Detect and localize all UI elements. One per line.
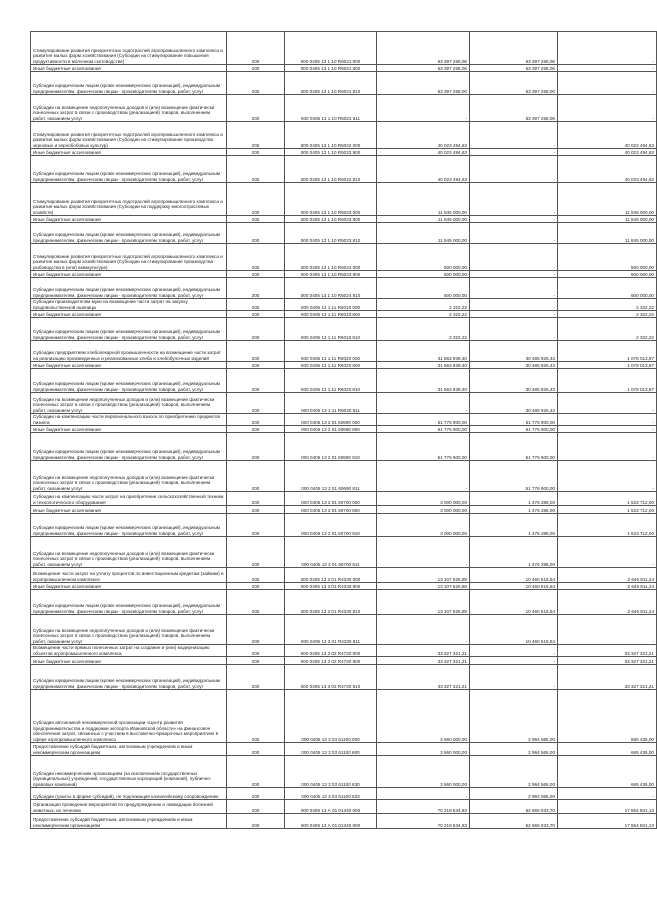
- row-remaining-cell: -: [558, 788, 657, 800]
- row-kbk-cell: 000 0405 13 3 01 R4330 800: [285, 583, 377, 590]
- row-name-cell: Субсидии на компенсацию части первоначального взноса по приобретению предметов лизинга: [31, 414, 227, 426]
- row-kbk-cell: 000 0405 13 3 01 R4330 811: [285, 615, 377, 645]
- table-row: [31, 657, 657, 665]
- table-row: [31, 223, 657, 244]
- row-approved-cell: 31 563 939,40: [377, 369, 470, 393]
- row-name-cell: Организация проведения мероприятий по предупреждению и ликвидации болезней животных, их лечению: [31, 800, 227, 814]
- row-remaining-cell: 33 327 321,21: [558, 645, 657, 657]
- table-row: [31, 299, 657, 311]
- row-executed-cell: -: [470, 657, 558, 665]
- row-executed-cell: 63 397 258,06: [470, 32, 558, 65]
- row-remaining-cell: 2 322,22: [558, 311, 657, 318]
- row-remaining-cell: 1 523 712,00: [558, 506, 657, 514]
- table-row: [31, 122, 657, 149]
- row-name-cell: Субсидии на возмещение недополученных доходов и (или) возмещение фактически понесенных затрат в связи с производством (реализацией) товаров, выполнением работ, оказанием услуг: [31, 537, 227, 568]
- row-kbk-cell: 000 0405 13 1 11 R6010 000: [285, 299, 377, 311]
- row-executed-cell: 30 485 925,43: [470, 369, 558, 393]
- row-kbk-cell: 000 0405 13 1 11 R6020 811: [285, 393, 377, 414]
- row-name-cell: Субсидии юридическим лицам (кроме некоммерческих организаций), индивидуальным предпринимателям, физическим лицам - производителям товаров, работ, услуг: [31, 72, 227, 95]
- row-remaining-cell: 500 000,00: [558, 271, 657, 278]
- row-kbk-cell: 000 0405 13 3 02 R4720 800: [285, 657, 377, 665]
- row-name-cell: Субсидии юридическим лицам (кроме некоммерческих организаций), индивидуальным предпринимателям, физическим лицам - производителям товаров, работ, услуг: [31, 278, 227, 299]
- row-approved-cell: 70 219 534,83: [377, 814, 470, 829]
- row-remaining-cell: 1 523 712,00: [558, 492, 657, 506]
- row-approved-cell: 63 397 258,06: [377, 65, 470, 72]
- table-row: [31, 615, 657, 645]
- row-approved-cell: 500 000,00: [377, 278, 470, 299]
- row-approved-cell: -: [377, 537, 470, 568]
- table-row: [31, 362, 657, 369]
- row-kbk-cell: 000 0405 13 1 11 R6010 800: [285, 311, 377, 318]
- row-name-cell: Стимулирование развития приоритетных подотраслей агропромышленного комплекса и развития малых форм хозяйствования (Субсидии на поддержку многоотраслевых хозяйств): [31, 183, 227, 216]
- row-code-cell: 200: [227, 461, 285, 492]
- row-approved-cell: 40 023 494,63: [377, 122, 470, 149]
- row-name-cell: Субсидии некоммерческим организациям (за исключением государственных (муниципальных) учреждений, государственных корпораций (компаний), публично-правовых компаний): [31, 756, 227, 788]
- row-code-cell: 200: [227, 788, 285, 800]
- row-kbk-cell: 000 0405 13 1 11 R6020 000: [285, 341, 377, 362]
- row-remaining-cell: -: [558, 32, 657, 65]
- row-code-cell: 200: [227, 665, 285, 690]
- row-executed-cell: 1 476 288,00: [470, 514, 558, 537]
- row-remaining-cell: -: [558, 414, 657, 426]
- row-kbk-cell: 000 0405 13 1 10 R5021 000: [285, 32, 377, 65]
- row-approved-cell: 3 000 000,00: [377, 514, 470, 537]
- row-approved-cell: -: [377, 95, 470, 122]
- row-approved-cell: 11 845 000,00: [377, 216, 470, 223]
- row-name-cell: Субсидии юридическим лицам (кроме некоммерческих организаций), индивидуальным предпринимателям, физическим лицам - производителям товаров, работ, услуг: [31, 223, 227, 244]
- row-name-cell: Возмещение части прямых понесенных затрат на создание и (или) модернизацию объектов агропромышленного комплекса: [31, 645, 227, 657]
- table-row: [31, 271, 657, 278]
- row-executed-cell: -: [470, 149, 558, 156]
- row-name-cell: Возмещение части затрат на уплату процентов по инвестиционным кредитам (займам) в агропромышленном комплексе: [31, 568, 227, 583]
- row-kbk-cell: 000 0405 13 1 11 R6010 810: [285, 318, 377, 341]
- row-code-cell: 200: [227, 583, 285, 590]
- row-name-cell: Иные бюджетные ассигнования: [31, 216, 227, 223]
- row-kbk-cell: 000 0405 13 1 10 R5023 000: [285, 183, 377, 216]
- row-name-cell: Субсидии на возмещение недополученных доходов и (или) возмещение фактически понесенных затрат в связи с производством (реализацией) товаров, выполнением работ, оказанием услуг: [31, 615, 227, 645]
- table-row: [31, 183, 657, 216]
- row-name-cell: Стимулирование развития приоритетных подотраслей агропромышленного комплекса и развития малых форм хозяйствования (Субсидии на стимулирование повышения продуктивности в молочном скотоводстве): [31, 32, 227, 65]
- row-code-cell: 200: [227, 122, 285, 149]
- row-remaining-cell: 40 023 494,63: [558, 149, 657, 156]
- row-kbk-cell: 000 0405 13 3 02 R4720 810: [285, 665, 377, 690]
- row-code-cell: 200: [227, 615, 285, 645]
- row-name-cell: Субсидии производителям муки на возмещение части затрат на закупку продовольственной пшеницы: [31, 299, 227, 311]
- table-row: [31, 149, 657, 156]
- row-name-cell: Иные бюджетные ассигнования: [31, 311, 227, 318]
- row-code-cell: 200: [227, 645, 285, 657]
- row-name-cell: Иные бюджетные ассигнования: [31, 271, 227, 278]
- row-kbk-cell: 000 0405 13 3 01 R4330 000: [285, 568, 377, 583]
- row-approved-cell: 3 000 000,00: [377, 506, 470, 514]
- row-kbk-cell: 000 0405 13 2 01 60700 811: [285, 537, 377, 568]
- row-code-cell: 200: [227, 216, 285, 223]
- row-executed-cell: -: [470, 318, 558, 341]
- row-name-cell: Предоставление субсидий бюджетным, автономным учреждениям и иным некоммерческим организациям: [31, 814, 227, 829]
- row-executed-cell: 1 476 288,00: [470, 537, 558, 568]
- table-row: [31, 156, 657, 183]
- row-approved-cell: 40 023 494,63: [377, 156, 470, 183]
- row-code-cell: 200: [227, 426, 285, 433]
- table-row: [31, 590, 657, 615]
- row-remaining-cell: -: [558, 426, 657, 433]
- table-row: [31, 414, 657, 426]
- row-approved-cell: 13 107 526,88: [377, 583, 470, 590]
- table-row: [31, 800, 657, 814]
- row-executed-cell: 10 460 615,64: [470, 590, 558, 615]
- table-row: [31, 514, 657, 537]
- row-name-cell: Иные бюджетные ассигнования: [31, 506, 227, 514]
- row-code-cell: 200: [227, 156, 285, 183]
- row-code-cell: 200: [227, 506, 285, 514]
- row-executed-cell: 51 776 900,00: [470, 426, 558, 433]
- row-approved-cell: 63 397 258,06: [377, 32, 470, 65]
- row-name-cell: Субсидии юридическим лицам (кроме некоммерческих организаций), индивидуальным предпринимателям, физическим лицам - производителям товаров, работ, услуг: [31, 156, 227, 183]
- row-executed-cell: -: [470, 216, 558, 223]
- row-name-cell: Субсидии предприятиям хлебопекарной промышленности на возмещение части затрат на реализацию произведенных и реализованных хлеба и хлебобулочных изделий: [31, 341, 227, 362]
- row-code-cell: 200: [227, 433, 285, 461]
- row-executed-cell: 51 776 900,00: [470, 414, 558, 426]
- row-kbk-cell: 000 0405 13 2 01 60700 810: [285, 514, 377, 537]
- row-executed-cell: 63 397 258,06: [470, 65, 558, 72]
- row-code-cell: 200: [227, 299, 285, 311]
- row-remaining-cell: 1 078 013,97: [558, 341, 657, 362]
- row-name-cell: Иные бюджетные ассигнования: [31, 362, 227, 369]
- row-approved-cell: 13 107 526,88: [377, 568, 470, 583]
- row-code-cell: 200: [227, 414, 285, 426]
- row-approved-cell: 3 660 000,00: [377, 743, 470, 756]
- row-kbk-cell: 000 0405 13 1 10 R5022 810: [285, 156, 377, 183]
- row-kbk-cell: 000 0405 13 2 01 60700 800: [285, 506, 377, 514]
- row-executed-cell: 30 485 925,43: [470, 393, 558, 414]
- row-approved-cell: -: [377, 393, 470, 414]
- row-executed-cell: -: [470, 156, 558, 183]
- row-kbk-cell: 000 0405 13 1 10 R5024 000: [285, 244, 377, 271]
- row-executed-cell: -: [470, 244, 558, 271]
- row-executed-cell: -: [470, 122, 558, 149]
- row-approved-cell: 51 776 900,00: [377, 414, 470, 426]
- row-executed-cell: 30 485 925,43: [470, 341, 558, 362]
- row-kbk-cell: 000 0405 13 1 10 R5024 810: [285, 278, 377, 299]
- table-row: [31, 32, 657, 65]
- row-code-cell: 200: [227, 814, 285, 829]
- row-code-cell: 200: [227, 362, 285, 369]
- table-row: [31, 278, 657, 299]
- row-remaining-cell: -: [558, 461, 657, 492]
- table-row: [31, 426, 657, 433]
- report-sheet: [30, 31, 654, 829]
- row-code-cell: 200: [227, 278, 285, 299]
- row-name-cell: Иные бюджетные ассигнования: [31, 149, 227, 156]
- row-remaining-cell: 33 327 321,21: [558, 665, 657, 690]
- row-kbk-cell: 000 0405 13 2 01 60690 811: [285, 461, 377, 492]
- row-kbk-cell: 000 0405 13 3 03 61100 000: [285, 690, 377, 743]
- row-approved-cell: 3 000 000,00: [377, 492, 470, 506]
- row-executed-cell: 51 776 900,00: [470, 433, 558, 461]
- row-remaining-cell: 11 845 000,00: [558, 183, 657, 216]
- row-name-cell: Субсидии юридическим лицам (кроме некоммерческих организаций), индивидуальным предпринимателям, физическим лицам - производителям товаров, работ, услуг: [31, 590, 227, 615]
- table-row: [31, 369, 657, 393]
- row-code-cell: 200: [227, 800, 285, 814]
- table-row: [31, 216, 657, 223]
- table-row: [31, 568, 657, 583]
- row-code-cell: 200: [227, 514, 285, 537]
- row-remaining-cell: -: [558, 95, 657, 122]
- row-name-cell: Субсидии на компенсацию части затрат на приобретение сельскохозяйственной техники и технологического оборудования: [31, 492, 227, 506]
- row-code-cell: 200: [227, 149, 285, 156]
- row-remaining-cell: 17 554 501,13: [558, 814, 657, 829]
- row-code-cell: 200: [227, 311, 285, 318]
- row-code-cell: 200: [227, 72, 285, 95]
- row-name-cell: Субсидии юридическим лицам (кроме некоммерческих организаций), индивидуальным предпринимателям, физическим лицам - производителям товаров, работ, услуг: [31, 514, 227, 537]
- table-row: [31, 690, 657, 743]
- row-approved-cell: 31 563 939,40: [377, 362, 470, 369]
- row-approved-cell: 2 322,22: [377, 311, 470, 318]
- row-executed-cell: -: [470, 183, 558, 216]
- row-kbk-cell: 000 0405 13 1 10 R5022 800: [285, 149, 377, 156]
- row-executed-cell: 10 460 615,64: [470, 568, 558, 583]
- row-approved-cell: 70 219 534,83: [377, 800, 470, 814]
- row-kbk-cell: 000 0405 13 А 01 01340 000: [285, 800, 377, 814]
- row-name-cell: Стимулирование развития приоритетных подотраслей агропромышленного комплекса и развития малых форм хозяйствования (Субсидии на стимулирование производства рыбоводства в (или) аквакультуре): [31, 244, 227, 271]
- row-remaining-cell: -: [558, 65, 657, 72]
- row-remaining-cell: -: [558, 72, 657, 95]
- row-remaining-cell: 40 023 494,63: [558, 156, 657, 183]
- row-kbk-cell: 000 0405 13 1 11 R6020 800: [285, 362, 377, 369]
- row-remaining-cell: 665 435,00: [558, 743, 657, 756]
- row-code-cell: 200: [227, 65, 285, 72]
- table-row: [31, 341, 657, 362]
- row-code-cell: 200: [227, 568, 285, 583]
- row-executed-cell: -: [470, 645, 558, 657]
- row-code-cell: 200: [227, 318, 285, 341]
- row-remaining-cell: 500 000,00: [558, 278, 657, 299]
- row-approved-cell: 33 327 321,21: [377, 657, 470, 665]
- row-remaining-cell: 1 078 013,97: [558, 369, 657, 393]
- row-remaining-cell: 1 523 712,00: [558, 514, 657, 537]
- row-approved-cell: 2 322,22: [377, 299, 470, 311]
- row-approved-cell: 2 322,22: [377, 318, 470, 341]
- row-executed-cell: -: [470, 665, 558, 690]
- table-row: [31, 72, 657, 95]
- row-name-cell: Иные бюджетные ассигнования: [31, 426, 227, 433]
- row-approved-cell: 3 660 000,00: [377, 756, 470, 788]
- row-name-cell: Иные бюджетные ассигнования: [31, 65, 227, 72]
- table-row: [31, 318, 657, 341]
- table-row: [31, 645, 657, 657]
- row-executed-cell: 52 665 033,70: [470, 800, 558, 814]
- row-name-cell: Субсидии юридическим лицам (кроме некоммерческих организаций), индивидуальным предпринимателям, физическим лицам - производителям товаров, работ, услуг: [31, 318, 227, 341]
- table-row: [31, 492, 657, 506]
- row-kbk-cell: 000 0405 13 2 01 60700 000: [285, 492, 377, 506]
- row-code-cell: 200: [227, 223, 285, 244]
- row-approved-cell: 33 327 321,21: [377, 665, 470, 690]
- row-code-cell: 200: [227, 183, 285, 216]
- row-approved-cell: 31 563 939,40: [377, 341, 470, 362]
- row-kbk-cell: 000 0405 13 3 03 61100 630: [285, 756, 377, 788]
- row-executed-cell: 63 397 258,06: [470, 95, 558, 122]
- row-remaining-cell: 2 322,22: [558, 318, 657, 341]
- row-remaining-cell: 2 646 911,24: [558, 568, 657, 583]
- row-approved-cell: -: [377, 788, 470, 800]
- row-executed-cell: 30 485 925,43: [470, 362, 558, 369]
- row-executed-cell: -: [470, 311, 558, 318]
- table-row: [31, 743, 657, 756]
- row-code-cell: 200: [227, 95, 285, 122]
- row-kbk-cell: 000 0405 13 3 03 61100 600: [285, 743, 377, 756]
- row-approved-cell: 11 845 000,00: [377, 223, 470, 244]
- row-name-cell: Субсидия автономной некоммерческой организации «Центр развития предпринимательства и поддержки экспорта Ивановской области» на финансовое обеспечение затрат, связанных с участием в выставочно-ярмарочных мероприятиях в сфере агропромышленного комплекса: [31, 690, 227, 743]
- row-kbk-cell: 000 0405 13 1 10 R5023 810: [285, 223, 377, 244]
- expenditure-table: [30, 31, 657, 829]
- row-name-cell: Субсидии юридическим лицам (кроме некоммерческих организаций), индивидуальным предпринимателям, физическим лицам - производителям товаров, работ, услуг: [31, 665, 227, 690]
- table-row: [31, 756, 657, 788]
- row-code-cell: 200: [227, 244, 285, 271]
- row-approved-cell: 51 776 900,00: [377, 426, 470, 433]
- row-remaining-cell: 665 435,00: [558, 756, 657, 788]
- row-code-cell: 200: [227, 492, 285, 506]
- row-executed-cell: 10 460 615,64: [470, 583, 558, 590]
- row-kbk-cell: 000 0405 13 1 11 R6020 810: [285, 369, 377, 393]
- row-code-cell: 200: [227, 590, 285, 615]
- row-approved-cell: 51 776 900,00: [377, 433, 470, 461]
- row-approved-cell: 3 660 000,00: [377, 690, 470, 743]
- row-remaining-cell: 17 554 501,13: [558, 800, 657, 814]
- row-kbk-cell: 000 0405 13 3 02 R4720 000: [285, 645, 377, 657]
- row-kbk-cell: 000 0405 13 3 01 R4330 810: [285, 590, 377, 615]
- row-remaining-cell: 500 000,00: [558, 244, 657, 271]
- row-kbk-cell: 000 0405 13 1 10 R5022 000: [285, 122, 377, 149]
- row-executed-cell: -: [470, 299, 558, 311]
- row-name-cell: Субсидии на возмещение недополученных доходов и (или) возмещение фактически понесенных затрат в связи с производством (реализацией) товаров, выполнением работ, оказанием услуг: [31, 461, 227, 492]
- row-remaining-cell: 2 646 911,24: [558, 583, 657, 590]
- table-row: [31, 65, 657, 72]
- row-approved-cell: 13 107 526,88: [377, 590, 470, 615]
- row-remaining-cell: 33 327 321,21: [558, 657, 657, 665]
- row-executed-cell: 63 397 258,06: [470, 72, 558, 95]
- row-approved-cell: 500 000,00: [377, 244, 470, 271]
- row-executed-cell: 1 476 288,00: [470, 492, 558, 506]
- row-code-cell: 200: [227, 341, 285, 362]
- row-executed-cell: 51 776 900,00: [470, 461, 558, 492]
- table-row: [31, 461, 657, 492]
- row-name-cell: Субсидии на возмещение недополученных доходов и (или) возмещение фактически понесенных затрат в связи с производством (реализацией) товаров, выполнением работ, оказанием услуг: [31, 95, 227, 122]
- row-code-cell: 200: [227, 743, 285, 756]
- row-executed-cell: 2 994 565,00: [470, 756, 558, 788]
- row-remaining-cell: 665 435,00: [558, 690, 657, 743]
- row-remaining-cell: 2 322,22: [558, 299, 657, 311]
- row-remaining-cell: 40 023 494,63: [558, 122, 657, 149]
- row-kbk-cell: 000 0405 13 2 01 60690 000: [285, 414, 377, 426]
- table-row: [31, 311, 657, 318]
- row-remaining-cell: -: [558, 537, 657, 568]
- row-name-cell: Предоставление субсидий бюджетным, автономным учреждениям и иным некоммерческим организациям: [31, 743, 227, 756]
- row-code-cell: 200: [227, 756, 285, 788]
- row-executed-cell: -: [470, 223, 558, 244]
- row-approved-cell: -: [377, 615, 470, 645]
- row-kbk-cell: 000 0405 13 1 10 R5024 800: [285, 271, 377, 278]
- row-approved-cell: 33 327 321,21: [377, 645, 470, 657]
- row-executed-cell: 2 994 565,00: [470, 690, 558, 743]
- table-row: [31, 537, 657, 568]
- table-row: [31, 433, 657, 461]
- row-code-cell: 200: [227, 271, 285, 278]
- row-name-cell: Субсидии юридическим лицам (кроме некоммерческих организаций), индивидуальным предпринимателям, физическим лицам - производителям товаров, работ, услуг: [31, 369, 227, 393]
- row-remaining-cell: -: [558, 615, 657, 645]
- table-row: [31, 814, 657, 829]
- table-body: [31, 32, 657, 829]
- row-kbk-cell: 000 0405 13 1 10 R5021 811: [285, 95, 377, 122]
- row-kbk-cell: 000 0405 13 1 10 R5021 810: [285, 72, 377, 95]
- row-kbk-cell: 000 0405 13 3 03 61100 633: [285, 788, 377, 800]
- row-kbk-cell: 000 0405 13 1 10 R5023 800: [285, 216, 377, 223]
- row-remaining-cell: 2 646 911,24: [558, 590, 657, 615]
- row-executed-cell: 2 994 565,00: [470, 788, 558, 800]
- row-name-cell: Субсидии на возмещение недополученных доходов и (или) возмещение фактически понесенных затрат в связи с производством (реализацией) товаров, выполнением работ, оказанием услуг: [31, 393, 227, 414]
- row-code-cell: 200: [227, 32, 285, 65]
- table-row: [31, 95, 657, 122]
- table-row: [31, 244, 657, 271]
- table-row: [31, 788, 657, 800]
- row-code-cell: 200: [227, 393, 285, 414]
- row-remaining-cell: 11 845 000,00: [558, 216, 657, 223]
- row-name-cell: Субсидии (гранты в форме субсидий), не подлежащие казначейскому сопровождению: [31, 788, 227, 800]
- row-remaining-cell: 11 845 000,00: [558, 223, 657, 244]
- row-name-cell: Стимулирование развития приоритетных подотраслей агропромышленного комплекса и развития малых форм хозяйствования (Субсидии на стимулирование производства зерновых и зернобобовых культур): [31, 122, 227, 149]
- row-remaining-cell: -: [558, 433, 657, 461]
- row-name-cell: Иные бюджетные ассигнования: [31, 657, 227, 665]
- table-row: [31, 506, 657, 514]
- row-approved-cell: 63 397 258,06: [377, 72, 470, 95]
- table-row: [31, 665, 657, 690]
- row-executed-cell: 10 460 615,64: [470, 615, 558, 645]
- row-executed-cell: -: [470, 278, 558, 299]
- row-kbk-cell: 000 0405 13 2 01 60690 810: [285, 433, 377, 461]
- row-code-cell: 200: [227, 537, 285, 568]
- row-kbk-cell: 000 0405 13 А 01 01340 600: [285, 814, 377, 829]
- row-executed-cell: -: [470, 271, 558, 278]
- row-name-cell: Субсидии юридическим лицам (кроме некоммерческих организаций), индивидуальным предпринимателям, физическим лицам - производителям товаров, работ, услуг: [31, 433, 227, 461]
- row-approved-cell: 500 000,00: [377, 271, 470, 278]
- row-kbk-cell: 000 0405 13 2 01 60690 800: [285, 426, 377, 433]
- row-name-cell: Иные бюджетные ассигнования: [31, 583, 227, 590]
- row-executed-cell: 52 665 033,70: [470, 814, 558, 829]
- row-code-cell: 200: [227, 690, 285, 743]
- row-executed-cell: 2 994 565,00: [470, 743, 558, 756]
- row-code-cell: 200: [227, 657, 285, 665]
- table-row: [31, 393, 657, 414]
- row-remaining-cell: -: [558, 393, 657, 414]
- row-approved-cell: 40 023 494,63: [377, 149, 470, 156]
- row-remaining-cell: 1 078 013,97: [558, 362, 657, 369]
- table-row: [31, 583, 657, 590]
- row-code-cell: 200: [227, 369, 285, 393]
- row-approved-cell: 11 845 000,00: [377, 183, 470, 216]
- row-executed-cell: 1 476 288,00: [470, 506, 558, 514]
- row-kbk-cell: 000 0405 13 1 10 R5021 800: [285, 65, 377, 72]
- row-approved-cell: -: [377, 461, 470, 492]
